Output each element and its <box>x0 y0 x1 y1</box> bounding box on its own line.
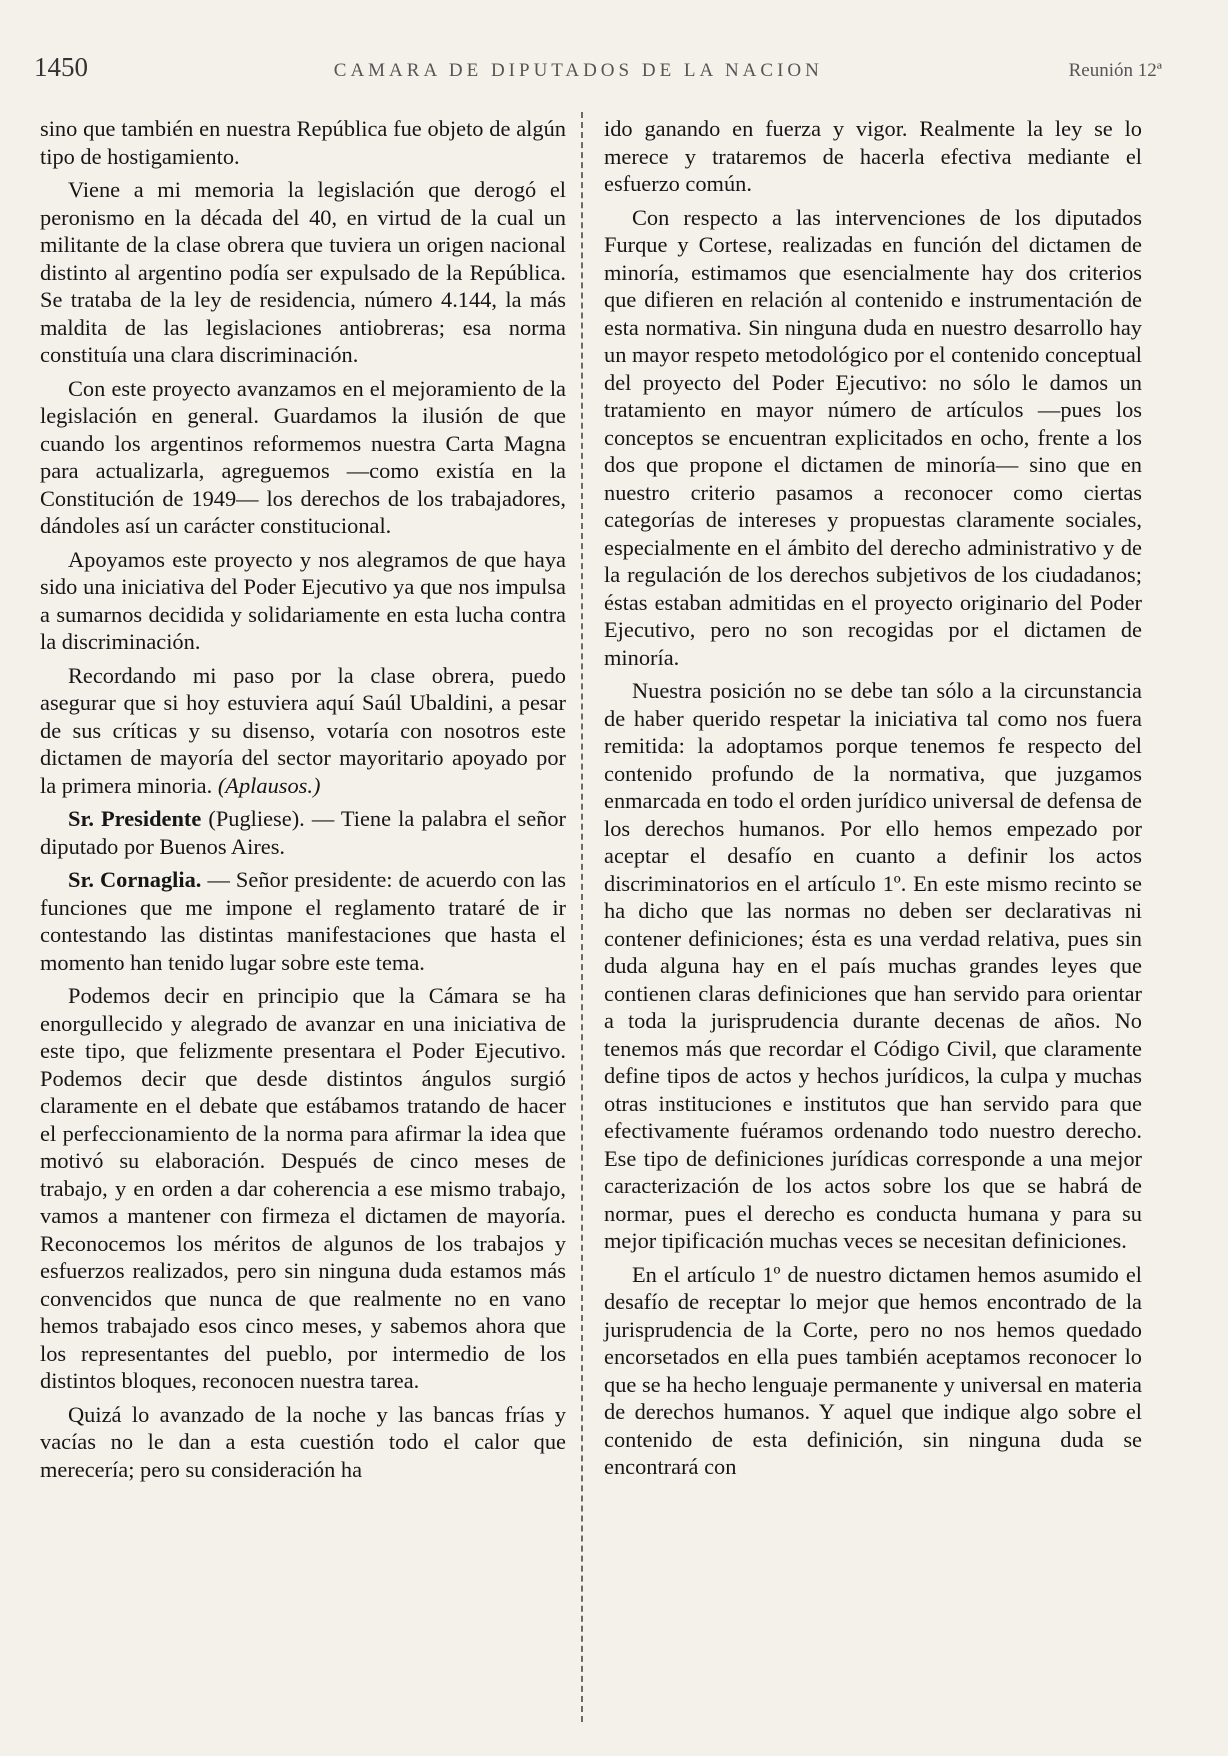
session-label: Reunión 12ª <box>1068 60 1162 81</box>
page-number: 1450 <box>34 52 88 82</box>
paragraph: Nuestra posición no se debe tan sólo a la circunstancia de haber querido respetar la iniciativa tal como nos fuera remitida: la adoptamos porque tenemos fe respecto del contenido profundo de la normativa, que juzgamos enmarcada en todo el orden jurídico universal de defensa de los derechos humanos. Por ello hemos empezado por aceptar el desafío en cuanto a definir los actos discriminatorios en el artículo 1º. En este mismo recinto se ha dicho que las normas no deben ser declarativas ni contener definiciones; ésta es una verdad relativa, pues sin duda alguna hay en el país muchas grandes leyes que contienen claras definiciones que han servido para orientar a toda la jurisprudencia durante decenas de años. No tenemos más que recordar el Código Civil, que claramente define tipos de actos y hechos jurídicos, la culpa y muchas otras instituciones e institutos que han servido para que efectivamente fuéramos ordenando todo nuestro derecho. Ese tipo de definiciones jurídicas corresponde a una mejor caracterización de los actos sobre los que se habrá de normar, pues el derecho es conducta humana y para su mejor tipificación muchas veces se necesitan definiciones. <box>604 678 1142 1253</box>
paragraph-text: Recordando mi paso por la clase obrera, puedo asegurar que si hoy estuviera aquí Saúl Ubaldini, a pesar de sus críticas y su disenso, votaría con nosotros este dictamen de mayoría del sector mayoritario apoyado por la primera minoria. <box>40 662 566 798</box>
column-divider <box>581 112 583 1722</box>
paragraph <box>40 866 566 976</box>
paragraph <box>40 662 566 800</box>
paragraph <box>40 805 566 860</box>
paragraph: Con este proyecto avanzamos en el mejoramiento de la legislación en general. Guardamos la ilusión de que cuando los argentinos reformemos nuestra Carta Magna para actualizarla, agreguemos —como existía en la Constitución de 1949— los derechos de los trabajadores, dándoles así un carácter constitucional. <box>40 375 566 538</box>
paragraph: ido ganando en fuerza y vigor. Realmente la ley se lo merece y trataremos de hacerla efectiva mediante el esfuerzo común. <box>604 116 1142 196</box>
right-column <box>604 115 1142 1487</box>
paragraph: sino que también en nuestra República fue objeto de algún tipo de hostigamiento. <box>40 116 566 169</box>
page-header <box>34 52 1162 92</box>
applause-note: (Aplausos.) <box>217 772 321 798</box>
paragraph-text: — Señor presidente: de acuerdo con las funciones que me impone el reglamento trataré de ir contestando las distintas manifestaciones que hasta el momento han tenido lugar sobre este tema. <box>40 867 566 975</box>
speaker-name: Sr. Presidente <box>68 806 202 831</box>
paragraph-text: (Pugliese). — Tiene la palabra el señor diputado por Buenos Aires. <box>40 806 566 859</box>
paragraph: Viene a mi memoria la legislación que derogó el peronismo en la década del 40, en virtud de la cual un militante de la clase obrera que tuviera un origen nacional distinto al argentino podía ser expulsado de la República. Se trataba de la ley de residencia, número 4.144, la más maldita de las legislaciones antiobreras; esa norma constituía una clara discriminación. <box>40 177 566 367</box>
running-head: CAMARA DE DIPUTADOS DE LA NACION <box>333 60 823 81</box>
speaker-name: Sr. Cornaglia. <box>68 867 202 892</box>
left-column <box>40 115 566 1489</box>
paragraph: Quizá lo avanzado de la noche y las bancas frías y vacías no le dan a esta cuestión todo el calor que merecería; pero su consideración ha <box>40 1401 566 1482</box>
paragraph: En el artículo 1º de nuestro dictamen hemos asumido el desafío de receptar lo mejor que hemos encontrado de la jurisprudencia de la Corte, pero no nos hemos quedado encorsetados en ella pues también aceptamos reconocer lo que se ha hecho lenguaje permanente y universal en materia de derechos humanos. Y aquel que indique algo sobre el contenido de esta definición, sin ninguna duda se encontrará con <box>604 1261 1142 1479</box>
paragraph: Apoyamos este proyecto y nos alegramos de que haya sido una iniciativa del Poder Ejecutivo ya que nos impulsa a sumarnos decidida y solidariamente en esta lucha contra la discriminación. <box>40 546 566 654</box>
paragraph: Con respecto a las intervenciones de los diputados Furque y Cortese, realizadas en función del dictamen de minoría, estimamos que esencialmente hay dos criterios que difieren en relación al contenido e instrumentación de esta normativa. Sin ninguna duda en nuestro desarrollo hay un mayor respeto metodológico por el contenido conceptual del proyecto del Poder Ejecutivo: no sólo le damos un tratamiento en mayor número de artículos —pues los conceptos se encuentran explicitados en ocho, frente a los dos que propone el dictamen de minoría— sino que en nuestro criterio pasamos a reconocer como ciertas categorías de intereses y propuestas claramente sociales, especialmente en el ámbito del derecho administrativo y de la regulación de los derechos subjetivos de los ciudadanos; éstas estaban admitidas en el proyecto originario del Poder Ejecutivo, pero no son recogidas por el dictamen de minoría. <box>604 204 1142 670</box>
paragraph: Podemos decir en principio que la Cámara se ha enorgullecido y alegrado de avanzar en una iniciativa de este tipo, que felizmente presentara el Poder Ejecutivo. Podemos decir que desde distintos ángulos surgió claramente en el debate que estábamos tratando de hacer el perfeccionamiento de la norma para afirmar la idea que motivó su elaboración. Después de cinco meses de trabajo, y en orden a dar coherencia a ese mismo trabajo, vamos a mantener con firmeza el dictamen de mayoría. Reconocemos los méritos de algunos de los trabajos y esfuerzos realizados, pero sin ninguna duda estamos más convencidos que nunca de que realmente no en vano hemos trabajado esos cinco meses, y sabemos ahora que los representantes del pueblo, por intermedio de los distintos bloques, reconocen nuestra tarea. <box>40 983 566 1393</box>
